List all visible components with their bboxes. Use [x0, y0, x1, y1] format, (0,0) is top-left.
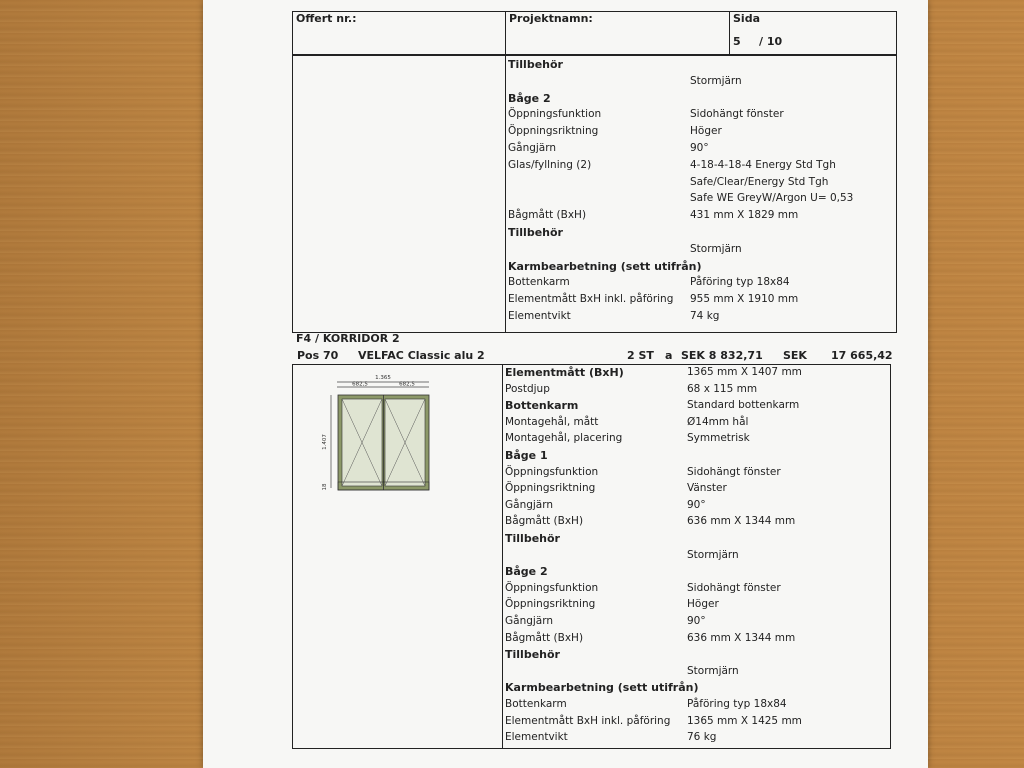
row-label: Öppningsriktning: [505, 598, 596, 611]
row-label: Gångjärn: [508, 142, 557, 154]
position-number: Pos 70: [297, 349, 339, 362]
unit-price: SEK 8 832,71: [681, 349, 763, 362]
row-value: Höger: [690, 125, 722, 138]
row-label: Postdjup: [505, 382, 550, 395]
quantity: 2 ST: [627, 349, 654, 362]
row-value: Ø14mm hål: [687, 415, 749, 428]
row-value: Sidohängt fönster: [687, 465, 781, 478]
row-label: Tillbehör: [508, 58, 563, 71]
row-label: Bågmått (BxH): [505, 515, 584, 528]
row-value: 636 mm X 1344 mm: [687, 515, 796, 528]
row-label: Båge 2: [505, 565, 548, 579]
product-name: VELFAC Classic alu 2: [358, 349, 485, 362]
row-value: 74 kg: [690, 310, 720, 322]
row-label: Bottenkarm: [508, 276, 570, 289]
row-label: Elementvikt: [505, 731, 568, 744]
row-label: Öppningsfunktion: [505, 465, 599, 478]
row-value: Påföring typ 18x84: [690, 276, 790, 289]
row-label: Tillbehör: [508, 226, 563, 239]
half-right-label: 682,5: [399, 381, 415, 388]
half-left-label: 682,5: [352, 381, 368, 388]
row-label: Karmbearbetning (sett utifrån): [508, 259, 702, 273]
bottom-label: 18: [322, 483, 328, 491]
row-label: Tillbehör: [505, 648, 560, 662]
row-label: Båge 1: [505, 449, 548, 462]
row-label: Elementmått BxH inkl. påföring: [505, 714, 671, 727]
row-value: Stormjärn: [690, 74, 742, 87]
document-page: [203, 0, 928, 768]
row-label: Öppningsfunktion: [505, 581, 599, 594]
row-label: Båge 2: [508, 91, 551, 105]
row-value: Stormjärn: [687, 548, 739, 561]
row-value: 1365 mm X 1425 mm: [687, 714, 802, 727]
row-value: Standard bottenkarm: [687, 399, 800, 412]
row-label: Gångjärn: [505, 498, 554, 511]
row-label: Elementmått (BxH): [505, 366, 624, 379]
row-label: Bågmått (BxH): [505, 631, 584, 644]
row-label: Tillbehör: [505, 532, 560, 545]
page-label: Sida: [733, 12, 760, 25]
row-label: Montagehål, mått: [505, 415, 599, 428]
row-value: Sidohängt fönster: [690, 108, 784, 121]
offer-number-label: Offert nr.:: [296, 12, 357, 25]
header-divider: [729, 11, 730, 55]
row-label: Öppningsfunktion: [508, 108, 602, 121]
header-table: [292, 11, 897, 55]
quantity-a: a: [665, 349, 673, 362]
row-label: Montagehål, placering: [505, 432, 623, 445]
row-value: 431 mm X 1829 mm: [690, 209, 799, 222]
row-value: 90°: [687, 498, 706, 511]
row-label: Öppningsriktning: [508, 125, 599, 138]
row-label: Karmbearbetning (sett utifrån): [505, 681, 699, 695]
page-total: / 10: [759, 35, 783, 48]
row-value: Sidohängt fönster: [687, 581, 781, 594]
row-label: Gångjärn: [505, 615, 554, 627]
row-value: Safe/Clear/Energy Std Tgh: [690, 175, 829, 188]
row-value: Stormjärn: [687, 664, 739, 677]
width-label: 1.365: [375, 375, 391, 381]
row-label: Bågmått (BxH): [508, 209, 587, 222]
page-current: 5: [733, 35, 741, 48]
row-value: 636 mm X 1344 mm: [687, 631, 796, 644]
row-value: Påföring typ 18x84: [687, 698, 787, 710]
row-label: Elementvikt: [508, 310, 571, 322]
row-value: 1365 mm X 1407 mm: [687, 366, 802, 378]
row-value: Stormjärn: [690, 242, 742, 255]
row-label: Glas/fyllning (2): [508, 158, 592, 171]
row-value: 4-18-4-18-4 Energy Std Tgh: [690, 158, 836, 171]
row-value: 68 x 115 mm: [687, 382, 758, 395]
row-value: 90°: [690, 142, 709, 154]
row-value: Safe WE GreyW/Argon U= 0,53: [690, 192, 854, 205]
project-name-label: Projektnamn:: [509, 12, 593, 25]
row-label: Bottenkarm: [505, 698, 567, 710]
position-title: F4 / KORRIDOR 2: [296, 332, 400, 345]
total-currency: SEK: [783, 349, 807, 362]
row-value: 955 mm X 1910 mm: [690, 293, 799, 306]
column-divider: [502, 364, 503, 749]
column-divider: [505, 55, 506, 333]
row-label: Bottenkarm: [505, 399, 579, 413]
window-drawing: [313, 370, 438, 495]
row-value: 76 kg: [687, 731, 717, 744]
row-label: Elementmått BxH inkl. påföring: [508, 293, 674, 306]
row-value: Höger: [687, 598, 719, 611]
total-price: 17 665,42: [831, 349, 893, 362]
row-value: 90°: [687, 615, 706, 627]
header-divider: [505, 11, 506, 55]
row-value: Vänster: [687, 482, 727, 495]
height-label: 1.407: [322, 434, 328, 450]
row-value: Symmetrisk: [687, 432, 750, 445]
row-label: Öppningsriktning: [505, 482, 596, 495]
